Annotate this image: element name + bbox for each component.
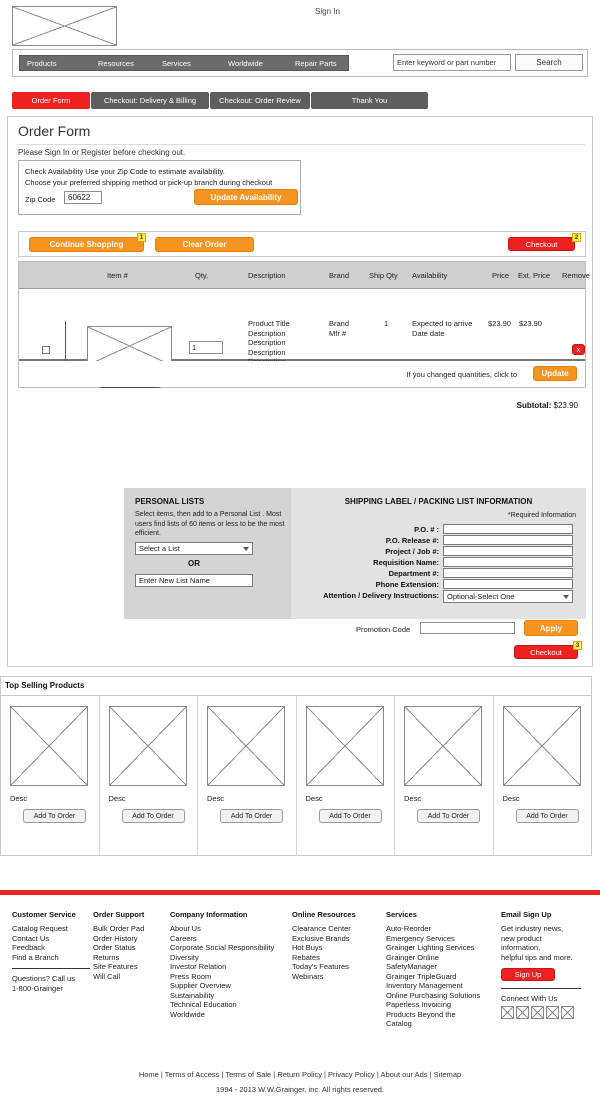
product-desc: Desc — [108, 794, 126, 803]
footer-heading: Customer Service — [12, 910, 76, 919]
footer-column-company-information — [170, 910, 288, 1019]
copyright-text: 1994 - 2013 W.W.Grainger, inc. All rights reserved. — [216, 1085, 384, 1094]
nav-item-repair-parts[interactable]: Repair Parts — [295, 58, 337, 68]
footer-link[interactable]: Hot Buys — [292, 943, 323, 952]
search-button[interactable]: Search — [515, 54, 583, 71]
row-desc-line-1: Description — [248, 328, 286, 338]
footer-link[interactable]: Grainger Online — [386, 952, 439, 962]
logo-placeholder[interactable] — [12, 6, 117, 46]
check-availability-box — [18, 160, 301, 215]
col-item-number: Item # — [107, 271, 128, 280]
update-hint-text: If you changed quantities, click to — [406, 370, 517, 379]
footer-link[interactable]: Clearance Center — [292, 924, 351, 933]
add-to-order-button[interactable]: Add To Order — [516, 809, 579, 823]
row-product-title: Product Title — [248, 319, 290, 328]
add-to-order-button[interactable]: Add To Order — [23, 809, 86, 823]
footer-link[interactable]: Supplier Overview — [170, 981, 231, 990]
attention-label: Attention / Delivery Instructions: — [323, 591, 439, 600]
footer-divider — [501, 988, 581, 989]
footer-heading: Company Information — [170, 910, 248, 919]
social-icons — [501, 1006, 591, 1019]
add-to-order-button[interactable]: Add To Order — [417, 809, 480, 823]
row-brand: Brand — [329, 319, 350, 328]
footer-link[interactable]: Rebates — [292, 952, 320, 962]
row-select-checkbox[interactable] — [42, 346, 50, 354]
footer-heading: Online Resources — [292, 910, 356, 919]
row-avail-line-1: Expected to arrive — [412, 319, 473, 328]
hotspot-badge-2: 2 — [572, 233, 581, 242]
sign-in-link[interactable]: Sign In — [315, 7, 340, 16]
footer-link[interactable]: Press Room — [170, 971, 212, 981]
footer-link[interactable]: Careers — [170, 933, 197, 943]
footer-column-customer-service — [12, 910, 90, 993]
new-list-name-input[interactable]: Enter New List Name — [135, 574, 253, 587]
product-card-grid — [1, 696, 591, 856]
availability-line-1: Check Availability Use your Zip Code to estimate availability. — [25, 167, 225, 176]
row-brand-group — [329, 319, 349, 338]
footer-link[interactable]: Order Status — [93, 943, 136, 952]
apply-promotion-button[interactable]: Apply — [524, 620, 578, 636]
footer-link[interactable]: Contact Us — [12, 933, 50, 943]
clear-order-button[interactable]: Clear Order — [155, 237, 254, 252]
update-availability-button[interactable]: Update Availability — [194, 189, 298, 205]
footer-link[interactable]: Sustainability — [170, 990, 215, 1000]
row-qty-input[interactable]: 1 — [189, 341, 223, 354]
sign-in-notice: Please Sign In or Register before checking out. — [18, 148, 186, 157]
po-release-label: P.O. Release #: — [385, 536, 439, 545]
personal-lists-description: Select items, then add to a Personal List . Most users find lists of 60 items or less to be the most efficient. — [135, 511, 285, 537]
step-order-form[interactable]: Order Form — [12, 92, 90, 109]
nav-bar-container — [12, 49, 588, 77]
col-ext-price: Ext. Price — [518, 271, 551, 280]
promotion-code-label: Promotion Code — [356, 625, 411, 634]
row-description — [248, 319, 290, 367]
site-footer — [0, 900, 600, 1050]
personal-lists-pane — [124, 488, 291, 619]
footer-column-online-resources — [292, 910, 380, 981]
footer-divider — [12, 968, 90, 969]
footer-link[interactable]: Catalog — [386, 1019, 412, 1028]
nav-item-products[interactable]: Products — [27, 58, 57, 68]
zip-code-input[interactable]: 60622 — [64, 191, 102, 204]
product-image-placeholder — [503, 706, 581, 786]
product-desc: Desc — [404, 794, 422, 803]
nav-item-worldwide[interactable]: Worldwide — [228, 58, 263, 68]
footer-link[interactable]: Grainger Lighting Services — [386, 943, 475, 952]
checkout-steps — [12, 92, 429, 109]
product-card[interactable] — [100, 696, 199, 856]
footer-link[interactable]: Site Features — [93, 962, 138, 971]
update-quantities-button[interactable]: Update — [533, 366, 577, 381]
chevron-down-icon — [563, 595, 569, 599]
phone-extension-input[interactable] — [443, 579, 573, 589]
hotspot-badge-1: 1 — [137, 233, 146, 242]
forms-block — [124, 488, 586, 619]
shipping-label-title: SHIPPING LABEL / PACKING LIST INFORMATION — [344, 497, 533, 506]
step-order-review[interactable]: Checkout: Order Review — [210, 92, 310, 109]
social-icon[interactable] — [546, 1006, 559, 1019]
main-nav — [19, 55, 349, 71]
footer-link[interactable]: Inventory Management — [386, 981, 463, 990]
footer-link[interactable]: Bulk Order Pad — [93, 924, 145, 933]
promotion-code-input[interactable] — [420, 622, 515, 634]
po-number-input[interactable] — [443, 524, 573, 534]
top-selling-products-title: Top Selling Products — [5, 681, 85, 690]
product-thumbnail[interactable] — [87, 326, 172, 366]
cart-table — [18, 261, 590, 388]
social-icon[interactable] — [501, 1006, 514, 1019]
footer-link[interactable]: Corporate Social Responsibility — [170, 943, 275, 952]
zip-code-label: Zip Code — [25, 195, 56, 204]
add-to-order-button[interactable]: Add To Order — [220, 809, 283, 823]
footer-link[interactable]: Find a Branch — [12, 952, 59, 962]
footer-heading: Order Support — [93, 910, 145, 919]
top-selling-products — [0, 676, 592, 856]
row-availability — [412, 319, 472, 338]
product-desc: Desc — [10, 794, 28, 803]
email-signup-line-3: information, — [501, 943, 541, 952]
requisition-name-label: Requisition Name: — [373, 558, 439, 567]
product-card[interactable] — [395, 696, 494, 856]
row-ship-qty: 1 — [384, 319, 389, 328]
footer-link[interactable]: Will Call — [93, 971, 121, 981]
department-input[interactable] — [443, 568, 573, 578]
footer-column-services — [386, 910, 496, 1029]
availability-line-2: Choose your preferred shipping method or pick-up branch during checkout — [25, 178, 273, 187]
product-desc: Desc — [305, 794, 323, 803]
social-icon[interactable] — [561, 1006, 574, 1019]
phone-extension-label: Phone Extension: — [375, 580, 439, 589]
subtotal-value: $23.90 — [553, 401, 578, 410]
select-a-list-dropdown[interactable] — [135, 542, 253, 555]
po-number-label: P.O. # : — [414, 525, 439, 534]
footer-link[interactable]: Technical Education — [170, 1000, 237, 1009]
cart-table-header — [19, 262, 590, 289]
step-thank-you[interactable]: Thank You — [311, 92, 428, 109]
footer-link[interactable]: Worldwide — [170, 1009, 205, 1019]
footer-link[interactable]: Diversity — [170, 952, 199, 962]
sign-up-button[interactable]: Sign Up — [501, 968, 555, 981]
nav-item-resources[interactable]: Resources — [98, 58, 134, 68]
col-ship-qty: Ship Qty — [369, 271, 398, 280]
footer-link[interactable]: Auto-Reorder — [386, 924, 432, 933]
requisition-name-input[interactable] — [443, 557, 573, 567]
chevron-down-icon — [243, 547, 249, 551]
col-qty: Qty. — [195, 271, 209, 280]
department-label: Department #: — [388, 569, 439, 578]
site-header — [0, 0, 600, 46]
row-desc-line-2: Description — [248, 338, 286, 347]
row-desc-line-3: Description — [248, 347, 286, 357]
order-form-panel — [7, 116, 593, 667]
email-signup-line-2: new product — [501, 933, 542, 943]
availability-text — [25, 166, 297, 188]
product-image-placeholder — [404, 706, 482, 786]
footer-link[interactable]: Webinars — [292, 971, 324, 981]
project-job-input[interactable] — [443, 546, 573, 556]
search-input[interactable]: Enter keyword or part number — [393, 54, 511, 71]
footer-red-divider — [0, 890, 600, 895]
footer-column-email-signup — [501, 910, 591, 1019]
col-remove: Remove — [562, 271, 590, 280]
footer-link[interactable]: Paperless Invoicing — [386, 1000, 452, 1009]
email-signup-line-1: Get industry news, — [501, 924, 564, 933]
product-image-placeholder — [10, 706, 88, 786]
step-delivery-billing[interactable]: Checkout: Delivery & Billing — [91, 92, 209, 109]
product-card[interactable] — [1, 696, 100, 856]
col-brand: Brand — [329, 271, 350, 280]
product-desc: Desc — [207, 794, 225, 803]
product-card[interactable] — [198, 696, 297, 856]
table-row — [19, 289, 585, 361]
footer-link[interactable]: Feedback — [12, 943, 45, 952]
subtotal-label: Subtotal: — [516, 401, 552, 410]
row-ext-price: $23.90 — [519, 319, 542, 328]
attention-value: Optional-Select One — [447, 592, 515, 601]
connect-with-us-label: Connect With Us — [501, 994, 558, 1003]
footer-link[interactable]: Grainger TripleGuard — [386, 971, 457, 981]
footer-link[interactable]: Catalog Request — [12, 924, 68, 933]
row-price: $23.90 — [488, 319, 511, 328]
footer-link[interactable]: Online Purchasing Solutions — [386, 990, 481, 1000]
social-icon[interactable] — [531, 1006, 544, 1019]
nav-item-services[interactable]: Services — [162, 58, 191, 68]
row-mfr: Mfr # — [329, 328, 347, 338]
footer-phone-number: 1-800-Grainger — [12, 983, 63, 993]
footer-link[interactable]: Today's Features — [292, 962, 349, 971]
select-a-list-value: Select a List — [139, 544, 180, 553]
or-separator-label: OR — [188, 559, 200, 568]
cart-action-bar — [18, 231, 586, 257]
title-divider — [17, 144, 585, 145]
footer-link[interactable]: SafetyManager — [386, 962, 437, 971]
project-job-label: Project / Job #: — [385, 547, 439, 556]
product-image-placeholder — [109, 706, 187, 786]
cart-update-bar — [19, 361, 585, 387]
row-avail-line-2: Date date — [412, 328, 445, 338]
attention-dropdown[interactable] — [443, 590, 573, 603]
add-to-order-button[interactable]: Add To Order — [122, 809, 185, 823]
footer-heading: Email Sign Up — [501, 910, 552, 919]
page-title: Order Form — [18, 123, 91, 139]
col-price: Price — [492, 271, 510, 280]
footer-link[interactable]: About Us — [170, 924, 201, 933]
checkout-button-bottom[interactable]: Checkout — [514, 645, 578, 659]
footer-heading: Services — [386, 910, 417, 919]
remove-item-button[interactable]: x — [572, 344, 585, 355]
col-availability: Availability — [412, 271, 448, 280]
hotspot-badge-3: 3 — [573, 641, 582, 650]
col-description: Description — [248, 271, 286, 280]
product-card[interactable] — [297, 696, 396, 856]
required-information-note: *Required Information — [507, 512, 576, 519]
footer-bottom-links[interactable]: Home | Terms of Access | Terms of Sale | Return Policy | Privacy Policy | About our Ads | Sitemap — [138, 1070, 462, 1079]
continue-shopping-button[interactable]: Continue Shopping — [29, 237, 144, 252]
footer-phone-prompt: Questions? Call us — [12, 974, 75, 983]
footer-column-order-support — [93, 910, 168, 981]
subtotal — [517, 401, 578, 410]
personal-lists-title: PERSONAL LISTS — [135, 497, 205, 506]
footer-link[interactable]: Emergency Services — [386, 933, 455, 943]
checkout-button-top[interactable]: Checkout — [508, 237, 575, 251]
product-card[interactable] — [494, 696, 592, 856]
add-to-order-button[interactable]: Add To Order — [319, 809, 382, 823]
shipping-label-pane — [291, 488, 586, 619]
product-image-placeholder — [306, 706, 384, 786]
footer-link[interactable]: Investor Relation — [170, 962, 227, 971]
product-desc: Desc — [502, 794, 520, 803]
footer-link[interactable]: Products Beyond the — [386, 1009, 456, 1019]
po-release-input[interactable] — [443, 535, 573, 545]
product-image-placeholder — [207, 706, 285, 786]
footer-link[interactable]: Order History — [93, 933, 138, 943]
footer-link[interactable]: Exclusive Brands — [292, 933, 350, 943]
email-signup-line-4: helpful tips and more. — [501, 952, 573, 962]
footer-link[interactable]: Returns — [93, 952, 120, 962]
social-icon[interactable] — [516, 1006, 529, 1019]
